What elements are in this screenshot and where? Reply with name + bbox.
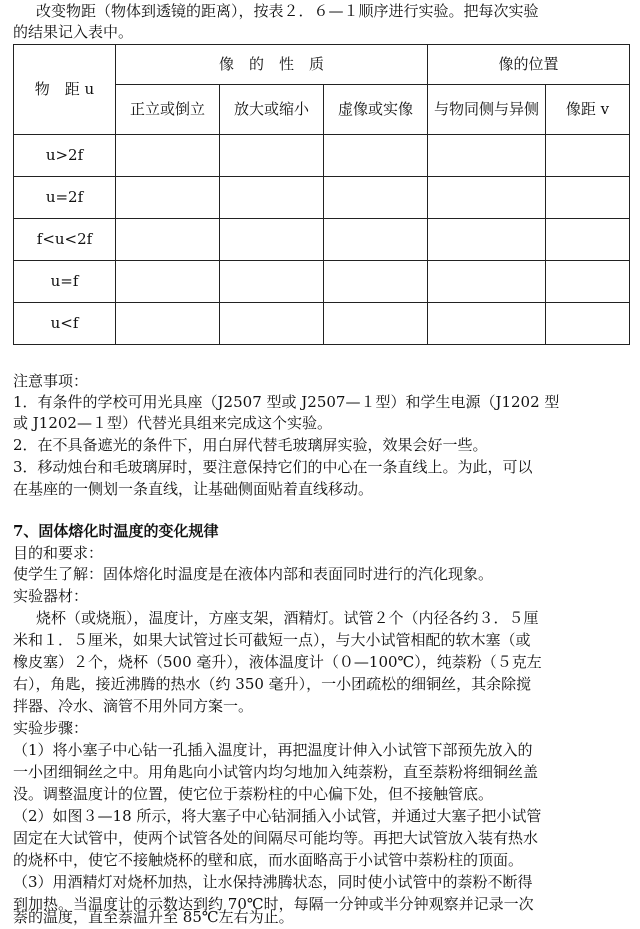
empty-cell <box>428 261 546 303</box>
step-3-line-1: （3）用酒精灯对烧杯加热，让水保持沸腾状态，同时使小试管中的萘粉不断得 <box>13 873 533 891</box>
step-1-line-3: 没。调整温度计的位置，使它位于萘粉柱的中心偏下处，但不接触管底。 <box>13 785 494 803</box>
note-3-line-2: 在基座的一侧划一条直线，让基础侧面贴着直线移动。 <box>13 480 374 498</box>
empty-cell <box>116 177 220 219</box>
subheader-upright-inverted: 正立或倒立 <box>116 85 220 135</box>
equipment-label: 实验器材： <box>13 587 89 605</box>
subheader-same-opposite-side: 与物同侧与异侧 <box>428 85 546 135</box>
empty-cell <box>324 177 428 219</box>
empty-cell <box>220 303 324 345</box>
empty-cell <box>220 219 324 261</box>
equipment-line-5: 拌器、冷水、滴管不用外同方案一。 <box>13 697 254 715</box>
equipment-line-4: 右），角匙，接近沸腾的热水（约 350 毫升），一小团疏松的细铜丝，其余除搅 <box>13 675 532 693</box>
empty-cell <box>116 219 220 261</box>
empty-cell <box>324 219 428 261</box>
row-label: f<u<2f <box>14 219 116 261</box>
note-1-line-2: 或 J1202—１型）代替光具组来完成这个实验。 <box>13 414 332 432</box>
empty-cell <box>546 135 630 177</box>
empty-cell <box>324 135 428 177</box>
header-object-distance: 物 距 u <box>14 45 116 135</box>
empty-cell <box>116 303 220 345</box>
empty-cell <box>546 303 630 345</box>
empty-cell <box>546 177 630 219</box>
subheader-magnified-reduced: 放大或缩小 <box>220 85 324 135</box>
empty-cell <box>428 177 546 219</box>
empty-cell <box>546 261 630 303</box>
row-label: u=f <box>14 261 116 303</box>
empty-cell <box>324 303 428 345</box>
equipment-line-3: 橡皮塞）２个，烧杯（500 毫升），液体温度计（０—100℃），纯萘粉（５克左 <box>13 653 542 671</box>
notes-title: 注意事项： <box>13 372 89 390</box>
purpose-text: 使学生了解：固体熔化时温度是在液体内部和表面同时进行的汽化现象。 <box>13 565 494 583</box>
intro-line-1: 改变物距（物体到透镜的距离），按表２．６—１顺序进行实验。把每次实验 <box>36 2 539 20</box>
step-2-line-1: （2）如图３—18 所示，将大塞子中心钻洞插入小试管，并通过大塞子把小试管 <box>13 807 542 825</box>
row-label: u=2f <box>14 177 116 219</box>
empty-cell <box>546 219 630 261</box>
empty-cell <box>220 135 324 177</box>
steps-label: 实验步骤： <box>13 719 89 737</box>
row-label: u<f <box>14 303 116 345</box>
header-image-properties: 像 的 性 质 <box>116 45 428 85</box>
experiment-table <box>13 44 630 345</box>
empty-cell <box>428 135 546 177</box>
step-2-line-3: 的烧杯中，使它不接触烧杯的壁和底，而水面略高于小试管中萘粉柱的顶面。 <box>13 851 524 869</box>
empty-cell <box>116 135 220 177</box>
subheader-virtual-real: 虚像或实像 <box>324 85 428 135</box>
note-2: 2．在不具备遮光的条件下，用白屏代替毛玻璃屏实验，效果会好一些。 <box>13 436 488 454</box>
section-title: 7、固体熔化时温度的变化规律 <box>13 522 219 540</box>
step-3-line-3: 萘的温度，直至萘温升至 85℃左右为止。 <box>13 908 294 926</box>
row-label: u>2f <box>14 135 116 177</box>
subheader-image-distance: 像距 v <box>546 85 630 135</box>
intro-line-2: 的结果记入表中。 <box>13 23 134 41</box>
empty-cell <box>116 261 220 303</box>
empty-cell <box>220 177 324 219</box>
equipment-line-2: 米和１．５厘米，如果大试管过长可截短一点），与大小试管相配的软木塞（或 <box>13 631 531 649</box>
empty-cell <box>428 219 546 261</box>
empty-cell <box>220 261 324 303</box>
purpose-label: 目的和要求： <box>13 544 104 562</box>
step-1-line-1: （1）将小塞子中心钻一孔插入温度计，再把温度计伸入小试管下部预先放入的 <box>13 741 533 759</box>
step-1-line-2: 一小团细铜丝之中。用角匙向小试管内均匀地加入纯萘粉，直至萘粉将细铜丝盖 <box>13 763 539 781</box>
step-2-line-2: 固定在大试管中，使两个试管各处的间隔尽可能均等。再把大试管放入装有热水 <box>13 829 539 847</box>
note-1-line-1: 1．有条件的学校可用光具座（J2507 型或 J2507—１型）和学生电源（J1202 型 <box>13 393 560 411</box>
note-3-line-1: 3．移动烛台和毛玻璃屏时，要注意保持它们的中心在一条直线上。为此，可以 <box>13 458 533 476</box>
empty-cell <box>324 261 428 303</box>
empty-cell <box>428 303 546 345</box>
step-3-line-2: 到加热。当温度计的示数达到约 70℃时，每隔一分钟或半分钟观察并记录一次 <box>13 895 534 913</box>
header-image-position: 像的位置 <box>428 45 630 85</box>
equipment-line-1: 烧杯（或烧瓶），温度计，方座支架，酒精灯。试管２个（内径各约３．５厘 <box>36 609 539 627</box>
